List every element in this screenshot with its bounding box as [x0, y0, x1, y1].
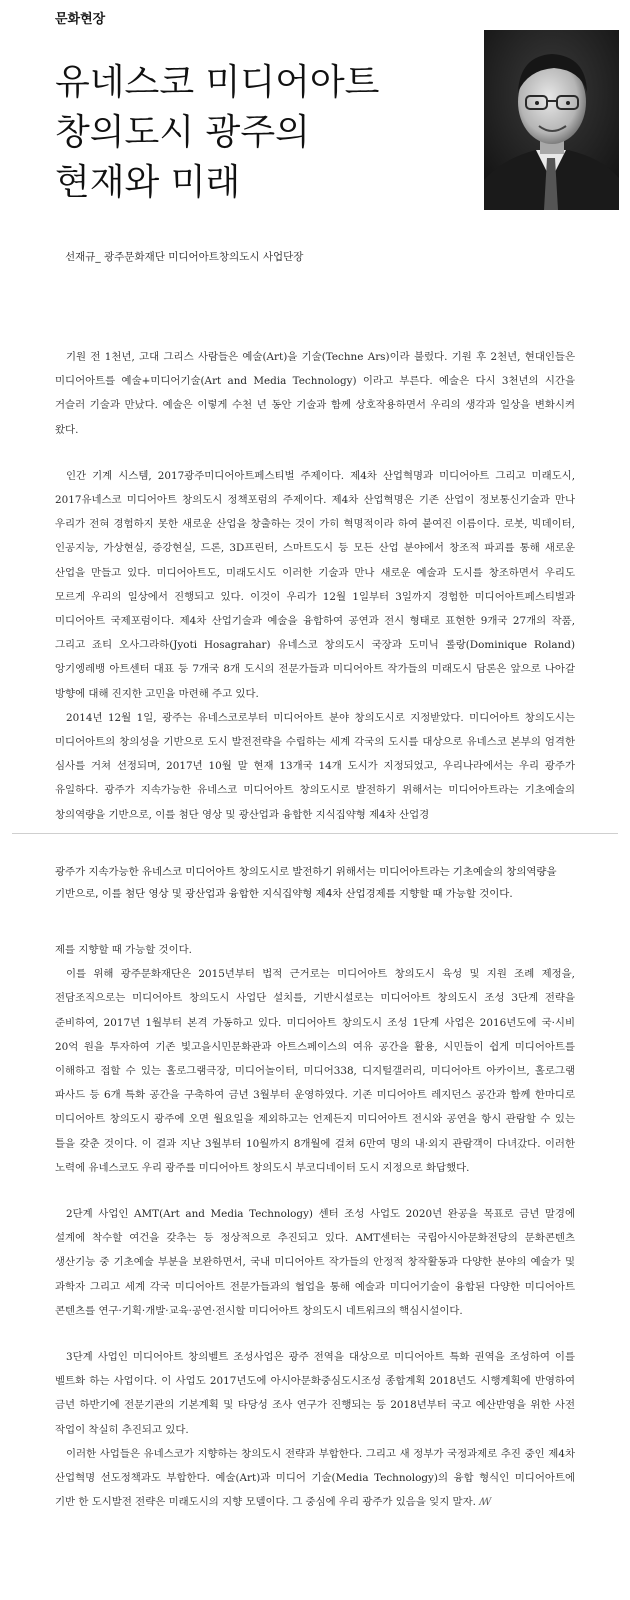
author-photo: [484, 30, 619, 210]
paragraph: 인간 기계 시스템, 2017광주미디어아트페스티벌 주제이다. 제4차 산업혁명과 미디어아트 그리고 미래도시, 2017유네스코 미디어아트 창의도시 정책포럼의 주제이다. 제4차 산업혁명은 기존 산업이 정보통신기술과 만나 우리가 전혀 경험하지 못한 새로운 산업을 창출하는 것이 가히 혁명적이라 하여 붙여진 이름이다. 로봇, 빅데이터, 인공지능, 가상현실, 증강현실, 드론, 3D프린터, 스마트도시 등 모든 산업 분야에서 창조적 파괴를 통해 새로운 산업을 만들고 있다. 미디어아트도, 미래도시도 이러한 기술과 만나 새로운 예술과 도시를 창조하면서 우리도 모르게 우리의 일상에서 진행되고 있다. 이것이 우리가 12월 1일부터 3일까지 경험한 미디어아트페스티벌과 미디어아트 국제포럼이다. 제4차 산업기술과 예술을 융합하여 공연과 전시 형태로 표현한 9개국 27개의 작품, 그리고 죠티 오사그라하(Jyoti Hosagrahar) 유네스코 창의도시 국장과 도미닉 롤랑(Dominique Roland) 앙기엥레뱅 아트센터 대표 등 7개국 8개 도시의 전문가들과 미디어아트 작가들의 미래도시 담론은 앞으로 나아갈 방향에 대해 진지한 고민을 마련해 주고 있다.: [55, 469, 575, 700]
end-mark-icon: ꟿ: [479, 1497, 492, 1509]
paragraph: [55, 1442, 575, 1516]
section-divider: [12, 833, 618, 834]
page-title: [55, 58, 455, 208]
title-line: 현재와 미래: [55, 162, 241, 203]
paragraph: 2014년 12월 1일, 광주는 유네스코로부터 미디어아트 분야 창의도시로 지정받았다. 미디어아트 창의도시는 미디어아트의 창의성을 기반으로 도시 발전전략을 수립하는 세계 각국의 도시를 대상으로 유네스코 본부의 엄격한 심사를 거쳐 선정되며, 2017년 10월 말 현재 13개국 14개 도시가 지정되었고, 우리나라에서는 우리 광주가 유일하다. 광주가 지속가능한 유네스코 미디어아트 창의도시로 발전하기 위해서는 미디어아트라는 기초예술의 창의역량을 기반으로, 이를 첨단 영상 및 광산업과 융합한 지식집약형 제4차 산업경: [55, 711, 575, 821]
paragraph-continuation: 제를 지향할 때 가능할 것이다.: [55, 944, 192, 956]
paragraph: 3단계 사업인 미디어아트 창의벨트 조성사업은 광주 전역을 대상으로 미디어아트 특화 권역을 조성하여 이를 벨트화 하는 사업이다. 이 사업도 2017년도에 아시아문화중심도시조성 종합계획 2018년도 시행계획에 반영하여 금년 하반기에 전문기관의 기본계획 및 타당성 조사 연구가 진행되는 등 2018년부터 국고 예산반영을 위한 사전 작업이 착실히 추진되고 있다.: [55, 1351, 575, 1436]
paragraph: 기원 전 1천년, 고대 그리스 사람들은 예술(Art)을 기술(Techne Ars)이라 불렀다. 기원 후 2천년, 현대인들은 미디어아트를 예술+미디어기술(Art and Media Technology) 이라고 부른다. 예술은 다시 3천년의 시간을 거슬러 기술과 만났다. 예술은 이렇게 수천 년 동안 기술과 함께 상호작용하면서 우리의 생각과 일상을 변화시켜 왔다.: [55, 351, 575, 436]
author-byline: 선재규_ 광주문화재단 미디어아트창의도시 사업단장: [65, 251, 304, 263]
paragraph-text: 이러한 사업들은 유네스코가 지향하는 창의도시 전략과 부합한다. 그리고 새 정부가 국정과제로 추진 중인 제4차 산업혁명 선도정책과도 부합한다. 예술(Art)과 미디어 기술(Media Technology)의 융합 형식인 미디어아트에 기반 한 도시발전 전략은 미래도시의 지향 모델이다. 그 중심에 우리 광주가 있음을 잊지 말자.: [55, 1447, 575, 1509]
paragraph: 이를 위해 광주문화재단은 2015년부터 법적 근거로는 미디어아트 창의도시 육성 및 지원 조례 제정을, 전담조직으로는 미디어아트 창의도시 사업단 설치를, 기반시설로는 미디어아트 창의도시 조성 3단계 전략을 준비하여, 2017년 1월부터 본격 가동하고 있다. 미디어아트 창의도시 조성 1단계 사업은 2016년도에 국·시비 20억 원을 투자하여 기존 빛고을시민문화관과 아트스페이스의 여유 공간을 활용, 시민들이 쉽게 미디어아트를 이해하고 접할 수 있는 홀로그램극장, 미디어놀이터, 미디어338, 디지털갤러리, 미디어아트 아카이브, 홀로그램 파사드 등 6개 특화 공간을 구축하여 금년 3월부터 운영하였다. 기존 미디어아트 레지던스 공간과 함께 한마디로 미디어아트 창의도시 광주에 오면 월요일을 제외하고는 언제든지 미디어아트 전시와 공연을 항시 관람할 수 있는 틀을 갖춘 것이다. 이 결과 지난 3월부터 10월까지 8개월에 걸쳐 6만여 명의 내·외지 관람객이 다녀갔다. 이러한 노력에 유네스코도 우리 광주를 미디어아트 창의도시 부코디네이터 도시 지정으로 화답했다.: [55, 968, 575, 1174]
author-portrait-image: [484, 30, 619, 210]
article-body-part2: [55, 938, 575, 1515]
pull-quote: 광주가 지속가능한 유네스코 미디어아트 창의도시로 발전하기 위해서는 미디어아트라는 기초예술의 창의역량을 기반으로, 이를 첨단 영상 및 광산업과 융합한 지식집약형 제4차 산업경제를 지향할 때 가능할 것이다.: [55, 866, 557, 900]
title-line: 창의도시 광주의: [55, 112, 310, 153]
section-label: 문화현장: [55, 12, 106, 27]
article-body-part1: [55, 345, 575, 827]
paragraph: 2단계 사업인 AMT(Art and Media Technology) 센터 조성 사업도 2020년 완공을 목표로 금년 말경에 설계에 착수할 여건을 갖추는 등 정상적으로 추진되고 있다. AMT센터는 국립아시아문화전당의 문화콘텐츠 생산기능 중 기초예술 부분을 보완하면서, 국내 미디어아트 작가들의 안정적 창작활동과 다양한 분야의 예술가 및 과학자 그리고 세계 각국 미디어아트 전문가들과의 협업을 통해 예술과 미디어기술이 융합된 다양한 미디어아트 콘텐츠를 연구·기획·개발·교육·공연·전시할 미디어아트 창의도시 네트워크의 핵심시설이다.: [55, 1208, 575, 1317]
title-line: 유네스코 미디어아트: [55, 62, 380, 103]
